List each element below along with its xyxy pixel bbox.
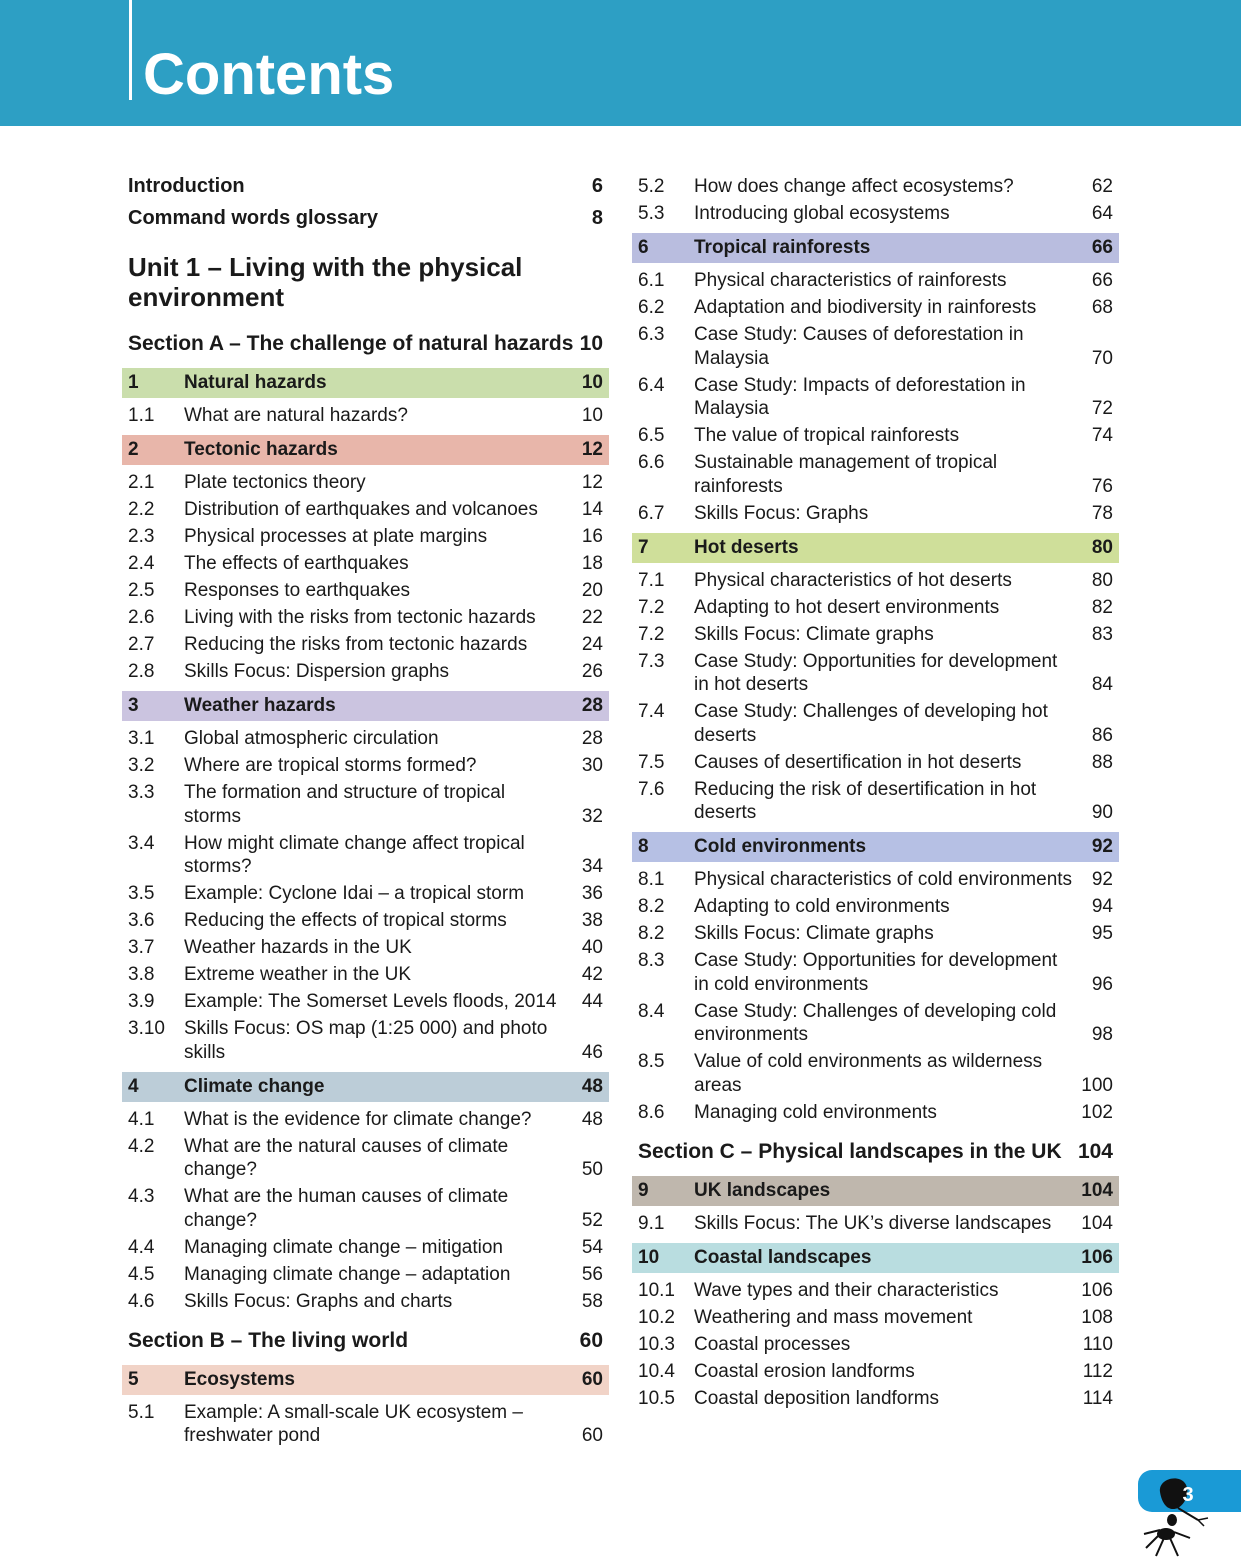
item-number: 10.4 <box>638 1360 675 1382</box>
item-page: 83 <box>1091 623 1113 645</box>
toc-item[interactable] <box>122 1288 609 1315</box>
item-page: 24 <box>581 634 603 655</box>
item-number: 10.2 <box>638 1306 675 1328</box>
item-title: The formation and structure of tropical storms <box>184 782 506 827</box>
item-page: 88 <box>1091 751 1113 773</box>
item-page: 74 <box>1091 425 1113 446</box>
unit-title: Unit 1 – Living with the physical environment <box>128 252 523 312</box>
toc-item[interactable] <box>122 961 609 988</box>
item-page: 40 <box>581 937 603 958</box>
toc-item[interactable] <box>122 577 609 604</box>
item-number: 6.3 <box>638 324 665 345</box>
item-number: 4.1 <box>128 1108 155 1130</box>
toc-item[interactable] <box>632 1358 1119 1385</box>
chapter-number: 10 <box>638 1246 660 1268</box>
item-number: 3.4 <box>128 832 155 854</box>
item-page: 28 <box>581 728 603 749</box>
item-page: 46 <box>581 1041 603 1063</box>
toc-item[interactable] <box>122 496 609 523</box>
toc-item[interactable] <box>122 550 609 577</box>
item-page: 30 <box>581 755 603 776</box>
item-number: 2.1 <box>128 472 155 493</box>
item-page: 94 <box>1091 896 1113 917</box>
chapter-title: Climate change <box>184 1075 325 1097</box>
item-number: 3.1 <box>128 728 155 749</box>
chapter-2-block <box>122 435 609 685</box>
toc-item[interactable] <box>632 500 1119 527</box>
item-page: 110 <box>1082 1333 1113 1355</box>
item-title: What are the natural causes of climate change? <box>184 1135 509 1180</box>
item-number: 6.1 <box>638 270 665 291</box>
chapter-title: Ecosystems <box>184 1368 295 1390</box>
toc-item[interactable] <box>632 1099 1119 1126</box>
toc-item[interactable] <box>122 934 609 961</box>
item-title: Responses to earthquakes <box>184 580 411 601</box>
toc-item[interactable] <box>632 648 1119 699</box>
item-title: Coastal erosion landforms <box>694 1360 915 1382</box>
toc-item[interactable] <box>632 947 1119 998</box>
item-title: How does change affect ecosystems? <box>694 176 1014 197</box>
item-page: 80 <box>1091 569 1113 591</box>
toc-item[interactable] <box>122 1399 609 1450</box>
item-number: 5.3 <box>638 203 665 224</box>
toc-item[interactable] <box>122 469 609 496</box>
item-page: 82 <box>1091 596 1113 618</box>
chapter-heading[interactable] <box>122 691 609 721</box>
toc-item[interactable] <box>632 1385 1119 1412</box>
toc-item[interactable] <box>632 449 1119 500</box>
item-title: Case Study: Impacts of deforestation in Malaysia <box>694 374 1026 419</box>
item-page: 34 <box>581 856 603 877</box>
item-number: 8.4 <box>638 1000 665 1022</box>
item-title: Physical characteristics of cold environments <box>694 869 1073 890</box>
toc-item[interactable] <box>632 200 1119 227</box>
item-title: Weather hazards in the UK <box>184 937 412 958</box>
toc-item[interactable] <box>122 523 609 550</box>
item-title: Case Study: Challenges of developing hot deserts <box>694 701 1048 746</box>
chapter-heading[interactable] <box>122 1365 609 1395</box>
chapter-heading[interactable] <box>632 233 1119 263</box>
toc-item[interactable] <box>122 631 609 658</box>
banner-rule <box>129 0 132 100</box>
item-page: 60 <box>581 1425 603 1446</box>
item-title: Reducing the risk of desertification in hot deserts <box>694 778 1037 823</box>
item-number: 10.5 <box>638 1387 675 1409</box>
item-page: 106 <box>1081 1279 1113 1301</box>
item-title: Wave types and their characteristics <box>694 1279 999 1301</box>
toc-entry-introduction[interactable] <box>122 170 609 202</box>
item-number: 4.3 <box>128 1186 155 1207</box>
chapter-page: 92 <box>1091 836 1113 857</box>
toc-item[interactable] <box>632 998 1119 1049</box>
item-page: 42 <box>581 964 603 985</box>
entry-label: Introduction <box>128 175 245 197</box>
item-title: The value of tropical rainforests <box>694 425 960 446</box>
toc-item[interactable] <box>632 893 1119 920</box>
item-page: 54 <box>581 1236 603 1258</box>
toc-item[interactable] <box>122 1183 609 1234</box>
item-title: Case Study: Opportunities for development in hot deserts <box>694 650 1058 695</box>
chapter-title: Cold environments <box>694 836 867 857</box>
toc-item[interactable] <box>122 1015 609 1066</box>
item-title: Extreme weather in the UK <box>184 964 412 985</box>
item-title: Coastal deposition landforms <box>694 1387 940 1409</box>
item-title: Adapting to cold environments <box>694 896 950 917</box>
chapter-number: 3 <box>128 695 139 716</box>
chapter-page: 12 <box>581 439 603 460</box>
chapter-1-block <box>122 368 609 429</box>
toc-item[interactable] <box>632 594 1119 621</box>
chapter-page: 80 <box>1091 536 1113 558</box>
item-title: How might climate change affect tropical storms? <box>184 832 525 877</box>
item-page: 68 <box>1091 297 1113 318</box>
chapter-number: 6 <box>638 237 649 258</box>
item-title: Physical processes at plate margins <box>184 526 488 547</box>
item-number: 7.5 <box>638 751 665 773</box>
item-number: 2.6 <box>128 607 155 628</box>
item-title: Where are tropical storms formed? <box>184 755 477 776</box>
item-number: 8.3 <box>638 950 665 971</box>
chapter-number: 1 <box>128 372 139 393</box>
chapter-title: Tropical rainforests <box>694 237 871 258</box>
item-title: Introducing global ecosystems <box>694 203 950 224</box>
section-page: 60 <box>579 1328 603 1352</box>
item-title: Managing climate change – mitigation <box>184 1236 503 1258</box>
item-page: 36 <box>581 883 603 904</box>
item-page: 26 <box>581 661 603 682</box>
chapter-title: Weather hazards <box>184 695 336 716</box>
item-page: 50 <box>581 1159 603 1180</box>
item-page: 92 <box>1091 869 1113 890</box>
chapter-number: 2 <box>128 439 139 460</box>
chapter-page: 10 <box>581 372 603 393</box>
item-title: Global atmospheric circulation <box>184 728 439 749</box>
item-number: 3.5 <box>128 883 155 904</box>
item-title: Weathering and mass movement <box>694 1306 973 1328</box>
toc-item[interactable] <box>122 1106 609 1133</box>
item-title: What is the evidence for climate change? <box>184 1108 532 1130</box>
item-page: 70 <box>1091 347 1113 369</box>
item-number: 8.2 <box>638 896 665 917</box>
item-number: 2.5 <box>128 580 155 601</box>
chapter-title: Coastal landscapes <box>694 1246 872 1268</box>
item-number: 7.2 <box>638 596 665 618</box>
item-title: Example: The Somerset Levels floods, 2014 <box>184 991 557 1012</box>
item-page: 58 <box>581 1290 603 1312</box>
item-number: 2.3 <box>128 526 155 547</box>
item-page: 64 <box>1091 203 1113 224</box>
toc-item[interactable] <box>632 267 1119 294</box>
chapter-number: 4 <box>128 1075 139 1097</box>
item-number: 4.5 <box>128 1263 155 1285</box>
item-title: Case Study: Opportunities for development in cold environments <box>694 950 1058 995</box>
contents-banner <box>0 0 1241 126</box>
chapter-heading[interactable] <box>632 533 1119 563</box>
toc-item[interactable] <box>632 321 1119 372</box>
toc-item[interactable] <box>632 1304 1119 1331</box>
item-page: 108 <box>1081 1306 1113 1328</box>
item-page: 112 <box>1082 1360 1113 1382</box>
chapter-9-block <box>632 1176 1119 1237</box>
chapter-8-block <box>632 832 1119 1126</box>
entry-label: Command words glossary <box>128 207 379 229</box>
item-title: The effects of earthquakes <box>184 553 409 574</box>
item-number: 6.5 <box>638 425 665 446</box>
item-page: 72 <box>1091 398 1113 419</box>
chapter-number: 8 <box>638 836 649 857</box>
item-number: 7.3 <box>638 650 665 672</box>
toc-item[interactable] <box>632 1210 1119 1237</box>
item-number: 7.2 <box>638 623 665 645</box>
toc-left-column <box>122 170 609 1449</box>
item-title: Living with the risks from tectonic hazards <box>184 607 536 628</box>
chapter-page: 28 <box>581 695 603 716</box>
item-number: 8.5 <box>638 1051 665 1072</box>
item-number: 2.4 <box>128 553 155 574</box>
chapter-page: 60 <box>581 1368 603 1390</box>
item-title: Skills Focus: Graphs and charts <box>184 1290 453 1312</box>
item-title: What are natural hazards? <box>184 405 408 426</box>
toc-item[interactable] <box>632 1331 1119 1358</box>
toc-item[interactable] <box>632 173 1119 200</box>
toc-entry-command-words[interactable] <box>122 202 609 234</box>
item-page: 48 <box>581 1108 603 1130</box>
item-number: 3.8 <box>128 964 155 985</box>
item-number: 9.1 <box>638 1212 665 1234</box>
chapter-3-block <box>122 691 609 1066</box>
item-page: 20 <box>581 580 603 601</box>
section-page: 104 <box>1077 1139 1113 1163</box>
toc-item[interactable] <box>122 907 609 934</box>
item-page: 98 <box>1091 1024 1113 1045</box>
section-label: Section B – The living world <box>128 1328 409 1352</box>
item-number: 10.3 <box>638 1333 675 1355</box>
item-page: 84 <box>1091 674 1113 695</box>
item-title: Skills Focus: OS map (1:25 000) and photo skills <box>184 1018 548 1063</box>
item-page: 62 <box>1091 176 1113 197</box>
item-page: 10 <box>581 405 603 426</box>
item-number: 3.2 <box>128 755 155 776</box>
item-page: 86 <box>1091 724 1113 746</box>
item-page: 22 <box>581 607 603 628</box>
item-number: 3.3 <box>128 782 155 803</box>
item-title: Reducing the risks from tectonic hazards <box>184 634 528 655</box>
section-page: 10 <box>579 332 603 355</box>
item-title: Causes of desertification in hot deserts <box>694 751 1022 773</box>
page-number: 3 <box>1182 1484 1194 1506</box>
chapter-title: Hot deserts <box>694 536 799 558</box>
toc-item[interactable] <box>122 988 609 1015</box>
chapter-7-block <box>632 533 1119 827</box>
chapter-heading[interactable] <box>122 435 609 465</box>
item-number: 4.4 <box>128 1236 155 1258</box>
item-title: Managing climate change – adaptation <box>184 1263 511 1285</box>
toc-item[interactable] <box>122 752 609 779</box>
item-number: 6.4 <box>638 374 665 396</box>
chapter-number: 5 <box>128 1368 139 1390</box>
section-label: Section A – The challenge of natural hazards <box>128 332 574 355</box>
toc-item[interactable] <box>632 567 1119 594</box>
item-title: Skills Focus: Graphs <box>694 502 869 524</box>
item-title: Skills Focus: Climate graphs <box>694 623 934 645</box>
chapter-heading[interactable] <box>122 1072 609 1102</box>
chapter-page: 104 <box>1081 1179 1113 1201</box>
toc-item[interactable] <box>122 830 609 881</box>
item-title: Case Study: Causes of deforestation in Malaysia <box>694 324 1024 369</box>
item-title: Case Study: Challenges of developing cold environments <box>694 1000 1057 1045</box>
toc-item[interactable] <box>632 698 1119 749</box>
chapter-heading[interactable] <box>632 1176 1119 1206</box>
item-page: 90 <box>1091 802 1113 823</box>
continued-items <box>632 173 1119 227</box>
item-number: 3.9 <box>128 991 155 1012</box>
item-title: Example: Cyclone Idai – a tropical storm <box>184 883 525 904</box>
entry-page: 8 <box>591 207 603 229</box>
section-heading[interactable] <box>122 330 609 358</box>
toc-item[interactable] <box>632 372 1119 423</box>
item-number: 8.6 <box>638 1101 665 1123</box>
chapter-page: 66 <box>1091 237 1113 258</box>
chapter-page: 106 <box>1081 1246 1113 1268</box>
item-page: 38 <box>581 910 603 931</box>
chapter-heading[interactable] <box>632 832 1119 862</box>
item-title: Adaptation and biodiversity in rainforests <box>694 297 1037 318</box>
toc-item[interactable] <box>632 749 1119 776</box>
item-title: Reducing the effects of tropical storms <box>184 910 507 931</box>
toc-item[interactable] <box>632 920 1119 947</box>
chapter-number: 7 <box>638 536 649 558</box>
chapter-title: Tectonic hazards <box>184 439 338 460</box>
chapter-number: 9 <box>638 1179 649 1201</box>
item-number: 2.7 <box>128 634 155 655</box>
toc-item[interactable] <box>632 1048 1119 1099</box>
item-number: 1.1 <box>128 405 155 426</box>
section-heading[interactable] <box>632 1138 1119 1166</box>
item-page: 16 <box>581 526 603 547</box>
toc-item[interactable] <box>632 294 1119 321</box>
item-page: 78 <box>1091 502 1113 524</box>
item-page: 66 <box>1091 270 1113 291</box>
item-page: 114 <box>1082 1387 1113 1409</box>
item-title: Adapting to hot desert environments <box>694 596 1000 618</box>
item-page: 96 <box>1091 973 1113 995</box>
item-number: 8.2 <box>638 923 665 944</box>
toc-item[interactable] <box>122 658 609 685</box>
item-page: 56 <box>581 1263 603 1285</box>
toc-item[interactable] <box>632 866 1119 893</box>
item-title: Sustainable management of tropical rainforests <box>694 452 998 497</box>
toc-item[interactable] <box>122 725 609 752</box>
item-title: Value of cold environments as wilderness areas <box>694 1051 1043 1096</box>
item-number: 6.7 <box>638 502 665 524</box>
section-heading[interactable] <box>122 1327 609 1355</box>
item-number: 7.6 <box>638 778 665 800</box>
entry-page: 6 <box>591 175 603 197</box>
chapter-title: UK landscapes <box>694 1179 831 1201</box>
toc-item[interactable] <box>632 422 1119 449</box>
item-number: 7.4 <box>638 701 665 722</box>
toc-item[interactable] <box>632 1277 1119 1304</box>
item-title: Distribution of earthquakes and volcanoes <box>184 499 538 520</box>
item-page: 18 <box>581 553 603 574</box>
item-title: Plate tectonics theory <box>184 472 366 493</box>
toc-item[interactable] <box>122 1261 609 1288</box>
item-title: Example: A small-scale UK ecosystem – freshwater pond <box>184 1401 523 1446</box>
item-number: 6.2 <box>638 297 665 318</box>
item-page: 104 <box>1081 1212 1113 1234</box>
toc-right-column <box>632 170 1119 1412</box>
item-page: 14 <box>581 499 603 520</box>
item-number: 3.7 <box>128 937 155 958</box>
toc-item[interactable] <box>632 621 1119 648</box>
item-page: 76 <box>1091 475 1113 497</box>
chapter-4-block <box>122 1072 609 1315</box>
item-page: 100 <box>1081 1074 1113 1096</box>
item-title: Coastal processes <box>694 1333 851 1355</box>
toc-item[interactable] <box>122 779 609 830</box>
item-number: 4.2 <box>128 1135 155 1157</box>
item-page: 32 <box>581 805 603 827</box>
toc-item[interactable] <box>122 880 609 907</box>
item-number: 4.6 <box>128 1290 155 1312</box>
page-title: Contents <box>143 42 395 107</box>
chapter-6-block <box>632 233 1119 527</box>
item-title: Skills Focus: Dispersion graphs <box>184 661 450 682</box>
chapter-10-block <box>632 1243 1119 1412</box>
item-title: Physical characteristics of rainforests <box>694 270 1007 291</box>
item-page: 44 <box>581 991 603 1012</box>
item-number: 6.6 <box>638 452 665 473</box>
item-number: 8.1 <box>638 869 665 890</box>
item-title: What are the human causes of climate change? <box>184 1186 509 1231</box>
item-number: 3.6 <box>128 910 155 931</box>
item-page: 52 <box>581 1209 603 1231</box>
toc-item[interactable] <box>122 1133 609 1184</box>
item-number: 10.1 <box>638 1279 675 1301</box>
chapter-heading[interactable] <box>122 368 609 398</box>
chapter-title: Natural hazards <box>184 372 327 393</box>
item-number: 2.8 <box>128 661 155 682</box>
toc-item[interactable] <box>122 1234 609 1261</box>
toc-item[interactable] <box>122 402 609 429</box>
item-title: Skills Focus: Climate graphs <box>694 923 934 944</box>
item-title: Physical characteristics of hot deserts <box>694 569 1012 591</box>
toc-item[interactable] <box>122 604 609 631</box>
section-label: Section C – Physical landscapes in the UK <box>638 1139 1062 1163</box>
chapter-heading[interactable] <box>632 1243 1119 1273</box>
toc-item[interactable] <box>632 776 1119 827</box>
item-page: 12 <box>581 472 603 493</box>
chapter-5-block <box>122 1365 609 1450</box>
item-title: Skills Focus: The UK’s diverse landscapes <box>694 1212 1052 1234</box>
item-number: 3.10 <box>128 1018 165 1039</box>
item-number: 5.1 <box>128 1401 155 1423</box>
chapter-page: 48 <box>581 1075 603 1097</box>
item-number: 2.2 <box>128 499 155 520</box>
item-number: 5.2 <box>638 176 665 197</box>
item-number: 7.1 <box>638 569 665 591</box>
item-title: Managing cold environments <box>694 1101 937 1123</box>
item-page: 95 <box>1091 923 1113 944</box>
item-page: 102 <box>1081 1101 1113 1123</box>
